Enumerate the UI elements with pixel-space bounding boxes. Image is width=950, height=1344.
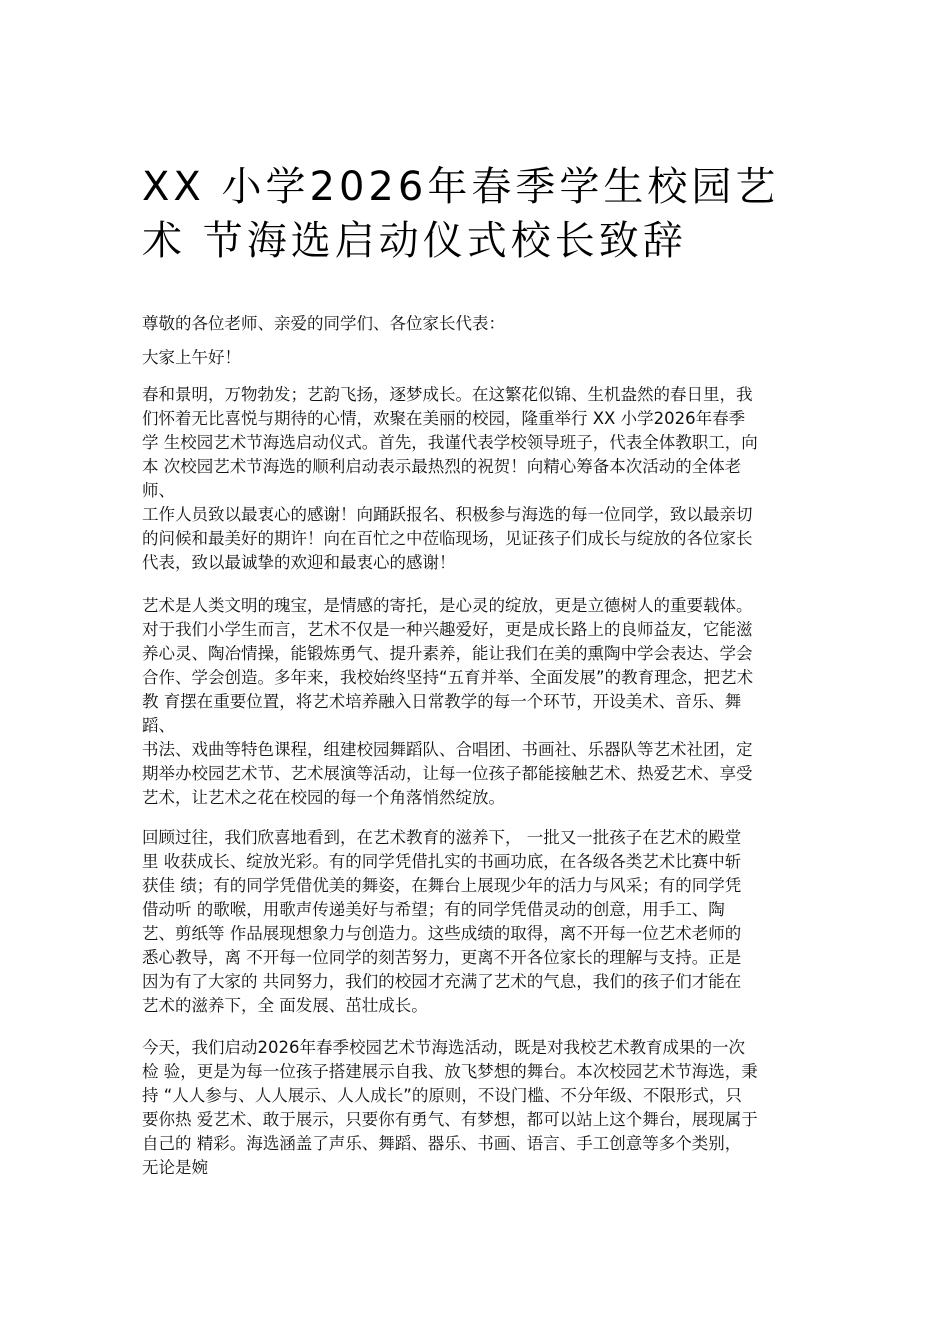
paragraph-line: 本 次校园艺术节海选的顺利启动表示最热烈的祝贺！向精心筹备本次活动的全体老 [142,457,742,476]
paragraph-line: 期举办校园艺术节、艺术展演等活动，让每一位孩子都能接触艺术、热爱艺术、享受 [142,764,753,783]
paragraph-line: 养心灵、陶冶情操，能锻炼勇气、提升素养，能让我们在美的熏陶中学会表达、学会 [142,644,753,663]
paragraph-line: 艺术的滋养下，全 面发展、茁壮成长。 [142,996,428,1015]
paragraph-line: 书法、戏曲等特色课程，组建校园舞蹈队、合唱团、书画社、乐器队等艺术社团，定 [142,740,753,759]
paragraph-line: 艺、剪纸等 作品展现想象力与创造力。这些成绩的取得，离不开每一位艺术老师的 [142,924,742,943]
document-title [142,160,822,268]
title-line: XX 小学2026年春季学生校园艺 [142,164,780,210]
paragraph-line: 艺术，让艺术之花在校园的每一个角落悄然绽放。 [142,788,505,807]
paragraph-line: 无论是婉 [142,1158,208,1177]
paragraph-1 [142,383,812,575]
paragraph-line: 教 育摆在重要位置，将艺术培养融入日常教学的每一个环节，开设美术、音乐、舞 [142,692,742,711]
paragraph-line: 获佳 绩；有的同学凭借优美的舞姿，在舞台上展现少年的活力与风采；有的同学凭 [142,876,742,895]
salutation-text: 尊敬的各位老师、亲爱的同学们、各位家长代表： [142,314,505,333]
paragraph-4 [142,1036,812,1180]
greeting [142,346,812,370]
paragraph-line: 要你热 爱艺术、敢于展示，只要你有勇气、有梦想，都可以站上这个舞台，展现属于 [142,1110,758,1129]
paragraph-line: 蹈、 [142,716,175,735]
paragraph-line: 工作人员致以最衷心的感谢！向踊跃报名、积极参与海选的每一位同学，致以最亲切 [142,505,753,524]
paragraph-line: 里 收获成长、绽放光彩。有的同学凭借扎实的书画功底，在各级各类艺术比赛中斩 [142,852,742,871]
paragraph-line: 今天，我们启动2026年春季校园艺术节海选活动，既是对我校艺术教育成果的一次 [142,1038,745,1057]
paragraph-line: 对于我们小学生而言，艺术不仅是一种兴趣爱好，更是成长路上的良师益友，它能滋 [142,620,753,639]
paragraph-3 [142,826,812,1018]
title-line: 术 节海选启动仪式校长致辞 [142,218,687,264]
paragraph-line: 悉心教导，离 不开每一位同学的刻苦努力，更离不开各位家长的理解与支持。正是 [142,948,742,967]
paragraph-line: 因为有了大家的 共同努力，我们的校园才充满了艺术的气息，我们的孩子们才能在 [142,972,742,991]
paragraph-line: 代表，致以最诚挚的欢迎和最衷心的感谢！ [142,553,456,572]
paragraph-line: 师、 [142,481,175,500]
paragraph-line: 检 验，更是为每一位孩子搭建展示自我、放飞梦想的舞台。本次校园艺术节海选，秉 [142,1062,758,1081]
paragraph-line: 春和景明，万物勃发；艺韵飞扬，逐梦成长。在这繁花似锦、生机盎然的春日里，我 [142,385,753,404]
paragraph-line: 借动听 的歌喉，用歌声传递美好与希望；有的同学凭借灵动的创意，用手工、陶 [142,900,725,919]
paragraph-line: 的问候和最美好的期许！向在百忙之中莅临现场，见证孩子们成长与绽放的各位家长 [142,529,753,548]
paragraph-line: 学 生校园艺术节海选启动仪式。首先，我谨代表学校领导班子，代表全体教职工，向 [142,433,758,452]
paragraph-line: 回顾过往，我们欣喜地看到，在艺术教育的滋养下， 一批又一批孩子在艺术的殿堂 [142,828,742,847]
greeting-text: 大家上午好！ [142,348,241,367]
paragraph-line: 艺术是人类文明的瑰宝，是情感的寄托，是心灵的绽放，更是立德树人的重要载体。 [142,596,753,615]
paragraph-line: 们怀着无比喜悦与期待的心情，欢聚在美丽的校园，隆重举行 XX 小学2026年春季 [142,409,746,428]
paragraph-line: 合作、学会创造。多年来，我校始终坚持“五育并举、全面发展”的教育理念，把艺术 [142,668,754,687]
paragraph-line: 自己的 精彩。海选涵盖了声乐、舞蹈、器乐、书画、语言、手工创意等多个类别， [142,1134,742,1153]
salutation [142,312,812,336]
paragraph-line: 持 “人人参与、人人展示、人人成长”的原则，不设门槛、不分年级、不限形式，只 [142,1086,742,1105]
paragraph-2 [142,594,812,810]
